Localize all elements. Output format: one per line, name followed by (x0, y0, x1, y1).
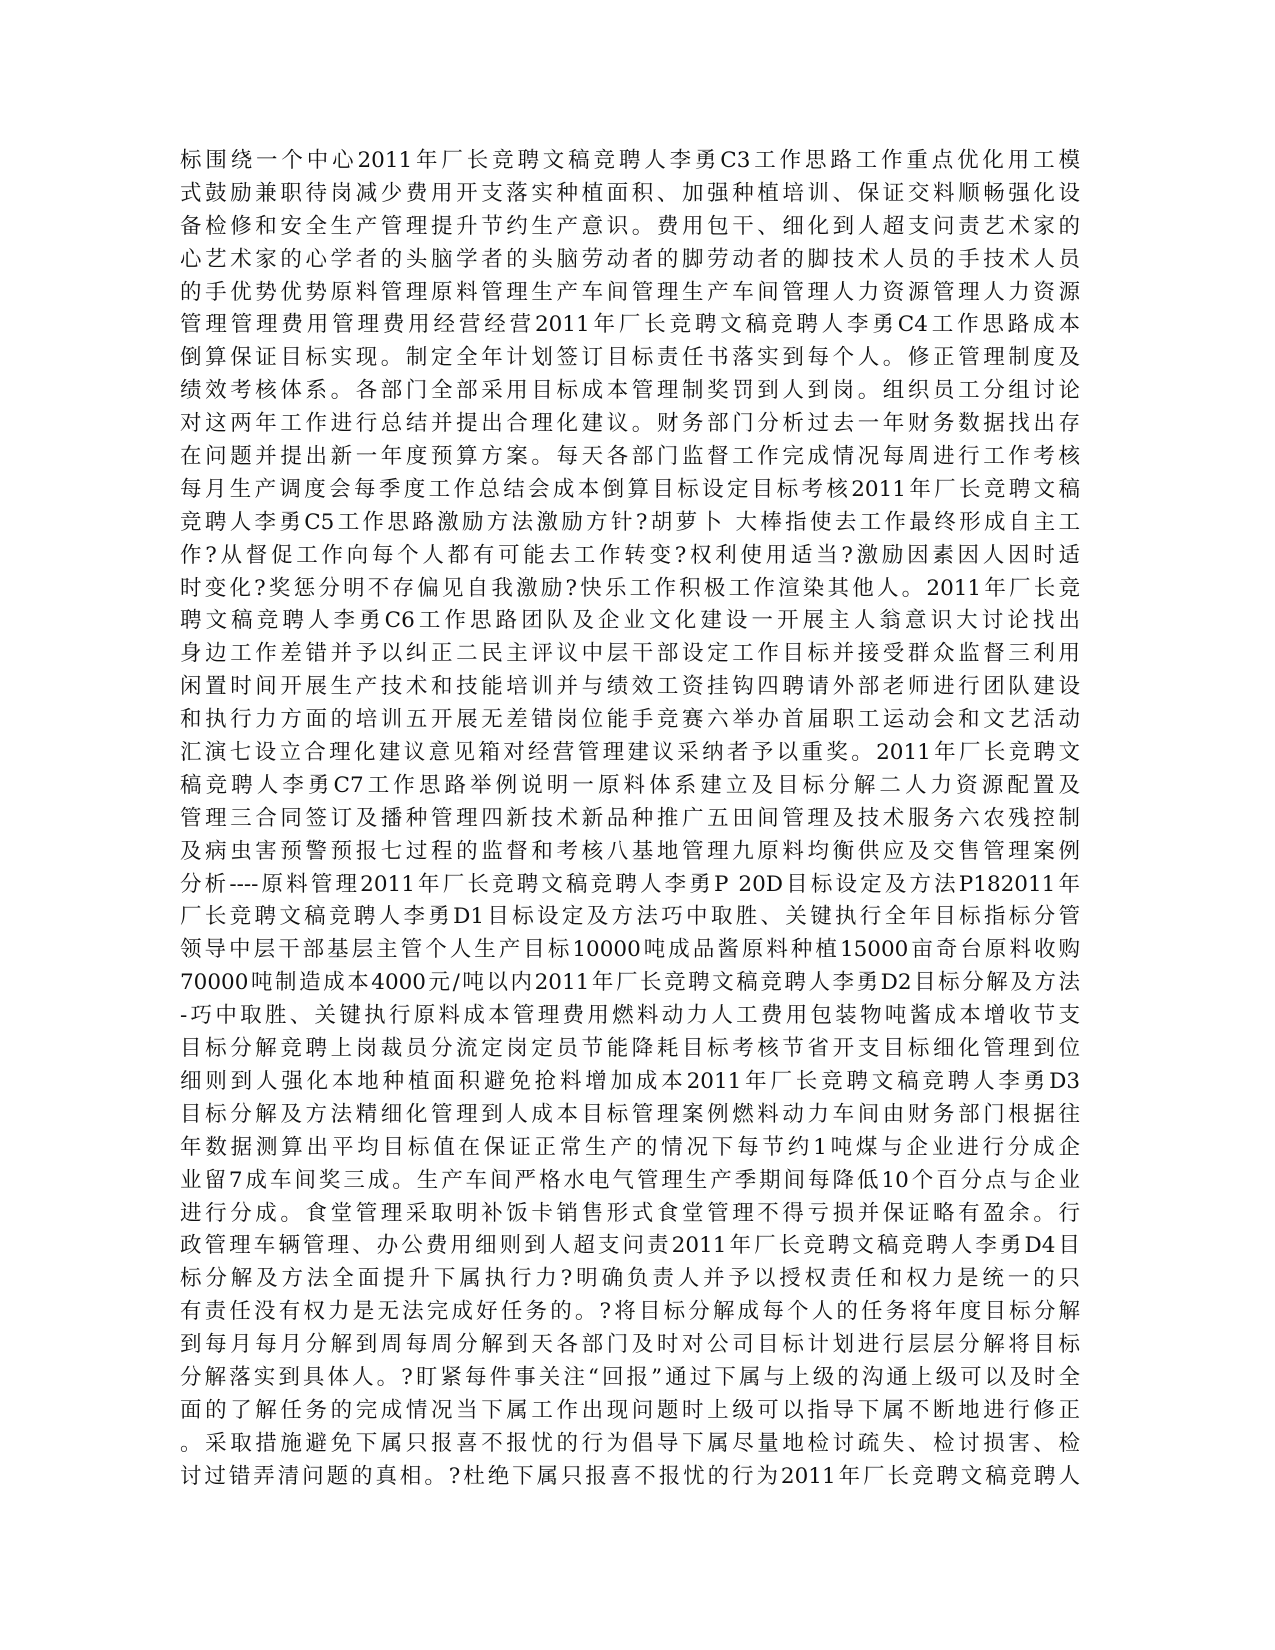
text-line: 领导中层干部基层主管个人生产目标10000吨成品酱原料种植15000亩奇台原料收购 (180, 937, 1080, 963)
text-line: 心艺术家的心学者的头脑学者的头脑劳动者的脚劳动者的脚技术人员的手技术人员 (180, 246, 1080, 272)
text-line: 分析----原料管理2011年厂长竞聘文稿竞聘人李勇P 20D目标设定及方法P182011年 (180, 871, 1080, 897)
text-line: 竞聘人李勇C5工作思路激励方法激励方针?胡萝卜 大棒指使去工作最终形成自主工 (180, 509, 1080, 535)
text-line: 政管理车辆管理、办公费用细则到人超支问责2011年厂长竞聘文稿竞聘人李勇D4目 (180, 1233, 1080, 1259)
text-line: 的手优势优势原料管理原料管理生产车间管理生产车间管理人力资源管理人力资源 (180, 279, 1080, 305)
text-line: 厂长竞聘文稿竞聘人李勇D1目标设定及方法巧中取胜、关键执行全年目标指标分管 (180, 904, 1080, 930)
text-line: 业留7成车间奖三成。生产车间严格水电气管理生产季期间每降低10个百分点与企业 (180, 1167, 1080, 1193)
text-line: 时变化?奖惩分明不存偏见自我激励?快乐工作积极工作渲染其他人。2011年厂长竞 (180, 575, 1080, 601)
text-line: 和执行力方面的培训五开展无差错岗位能手竞赛六举办首届职工运动会和文艺活动 (180, 707, 1080, 733)
text-line: 聘文稿竞聘人李勇C6工作思路团队及企业文化建设一开展主人翁意识大讨论找出 (180, 608, 1080, 634)
text-line: 有责任没有权力是无法完成好任务的。?将目标分解成每个人的任务将年度目标分解 (180, 1299, 1080, 1325)
text-line: 年数据测算出平均目标值在保证正常生产的情况下每节约1吨煤与企业进行分成企 (180, 1134, 1080, 1160)
text-line: 对这两年工作进行总结并提出合理化建议。财务部门分析过去一年财务数据找出存 (180, 411, 1080, 437)
text-line: 绩效考核体系。各部门全部采用目标成本管理制奖罚到人到岗。组织员工分组讨论 (180, 378, 1080, 404)
text-line: 管理三合同签订及播种管理四新技术新品种推广五田间管理及技术服务六农残控制 (180, 805, 1080, 831)
text-line: 管理管理费用管理费用经营经营2011年厂长竞聘文稿竞聘人李勇C4工作思路成本 (180, 312, 1080, 338)
text-line: 作?从督促工作向每个人都有可能去工作转变?权利使用适当?激励因素因人因时适 (180, 542, 1080, 568)
text-line: 目标分解竞聘上岗裁员分流定岗定员节能降耗目标考核节省开支目标细化管理到位 (180, 1036, 1080, 1062)
text-line: 70000吨制造成本4000元/吨以内2011年厂长竞聘文稿竞聘人李勇D2目标分解及方法 (180, 970, 1080, 996)
text-line: 稿竞聘人李勇C7工作思路举例说明一原料体系建立及目标分解二人力资源配置及 (180, 772, 1080, 798)
text-line: 身边工作差错并予以纠正二民主评议中层干部设定工作目标并接受群众监督三利用 (180, 641, 1080, 667)
text-line: 备检修和安全生产管理提升节约生产意识。费用包干、细化到人超支问责艺术家的 (180, 213, 1080, 239)
text-line: 面的了解任务的完成情况当下属工作出现问题时上级可以指导下属不断地进行修正 (180, 1397, 1080, 1423)
text-line: 汇演七设立合理化建议意见箱对经营管理建议采纳者予以重奖。2011年厂长竞聘文 (180, 740, 1080, 766)
text-line: -巧中取胜、关键执行原料成本管理费用燃料动力人工费用包装物吨酱成本增收节支 (180, 1003, 1080, 1029)
body-text (180, 145, 1080, 1494)
text-line: 式鼓励兼职待岗减少费用开支落实种植面积、加强种植培训、保证交料顺畅强化设 (180, 180, 1080, 206)
text-line: 进行分成。食堂管理采取明补饭卡销售形式食堂管理不得亏损并保证略有盈余。行 (180, 1200, 1080, 1226)
text-line: 及病虫害预警预报七过程的监督和考核八基地管理九原料均衡供应及交售管理案例 (180, 838, 1080, 864)
text-line: 标分解及方法全面提升下属执行力?明确负责人并予以授权责任和权力是统一的只 (180, 1266, 1080, 1292)
text-line: 到每月每月分解到周每周分解到天各部门及时对公司目标计划进行层层分解将目标 (180, 1332, 1080, 1358)
text-line: 闲置时间开展生产技术和技能培训并与绩效工资挂钩四聘请外部老师进行团队建设 (180, 674, 1080, 700)
text-line: 讨过错弄清问题的真相。?杜绝下属只报喜不报忧的行为2011年厂长竞聘文稿竞聘人 (180, 1463, 1080, 1489)
text-line: 标围绕一个中心2011年厂长竞聘文稿竞聘人李勇C3工作思路工作重点优化用工模 (180, 148, 1080, 173)
text-line: 在问题并提出新一年度预算方案。每天各部门监督工作完成情况每周进行工作考核 (180, 444, 1080, 470)
text-line: 分解落实到具体人。?盯紧每件事关注“回报”通过下属与上级的沟通上级可以及时全 (180, 1364, 1080, 1390)
text-line: 目标分解及方法精细化管理到人成本目标管理案例燃料动力车间由财务部门根据往 (180, 1101, 1080, 1127)
text-line: 每月生产调度会每季度工作总结会成本倒算目标设定目标考核2011年厂长竞聘文稿 (180, 476, 1080, 502)
text-line: 细则到人强化本地种植面积避免抢料增加成本2011年厂长竞聘文稿竞聘人李勇D3 (180, 1068, 1080, 1094)
text-line: 倒算保证目标实现。制定全年计划签订目标责任书落实到每个人。修正管理制度及 (180, 345, 1080, 371)
text-line: 。采取措施避免下属只报喜不报忧的行为倡导下属尽量地检讨疏失、检讨损害、检 (180, 1430, 1080, 1456)
